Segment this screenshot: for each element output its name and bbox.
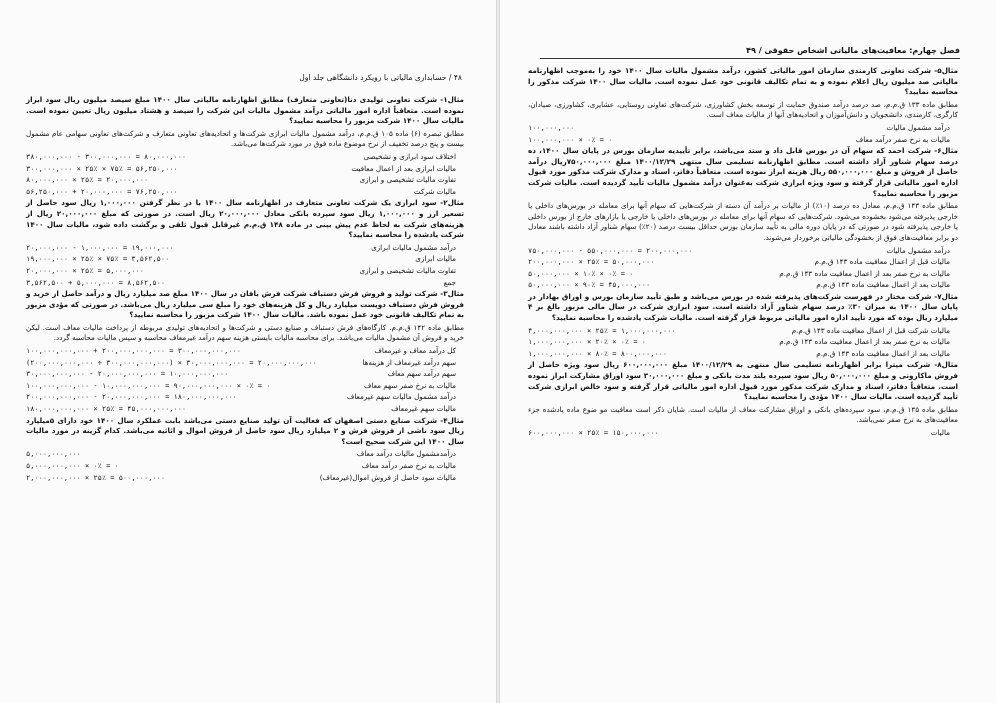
calc-row: تفاوت مالیات تشخیصی و ابرازی ۲۰,۰۰۰,۰۰۰ × ۲۵٪ = ۵,۰۰۰,۰۰۰ — [26, 265, 456, 275]
calc-row: سهم درآمد سهم معاف ۳۰,۰۰۰,۰۰۰,۰۰۰ - ۲۰,۰۰۰,۰۰۰,۰۰۰ = ۱۰,۰۰۰,۰۰۰,۰۰۰ — [26, 369, 456, 379]
calc-row: مالیات بعد از اعمال معافیت ماده ۱۴۳ ق.م.م ۱,۰۰۰,۰۰۰,۰۰۰ × ۸۰٪ = ۸۰۰,۰۰۰,۰۰۰ — [528, 348, 950, 358]
calc-row: اختلاف سود ابرازی و تشخیصی ۳۸۰,۰۰۰,۰۰۰ - ۳۰۰,۰۰۰,۰۰۰ = ۸۰,۰۰۰,۰۰۰ — [26, 151, 456, 161]
calc-row: مالیات سود حاصل از فروش اموال(غیرمعاف) ۲,۰۰۰,۰۰۰,۰۰۰ × ۲۵٪ = ۵۰۰,۰۰۰,۰۰۰ — [26, 472, 456, 482]
calc-row: مالیات به نرخ صفر سهم معاف ۱۰۰,۰۰۰,۰۰۰,۰۰۰ - ۱۰,۰۰۰,۰۰۰,۰۰۰ = ۹۰,۰۰۰,۰۰۰,۰۰۰ × ۰٪ = ۰ — [26, 380, 456, 390]
example-3-title: مثال۳- شرکت تولید و فروش فرش دستباف شرکت فرش بافان در سال ۱۴۰۰ مبلغ صد میلیارد ریال و درآمد حاصل از خرید و فروش فرش دستباف دویست میلیارد ریال و کل هزینه‌های خود را مبلغ سی میلیارد ریال می‌باشد. در صورتی که مؤدی مزبور به تمام تکالیف قانونی خود عمل نموده باشد. مالیات سال ۱۴۰۰ شرکت مزبور را محاسبه نمایید؟ — [26, 289, 464, 320]
calc-row: درآمد مشمول مالیات ۷۵۰,۰۰۰,۰۰۰ - ۵۵۰,۰۰۰,۰۰۰ = ۲۰۰,۰۰۰,۰۰۰ — [528, 245, 950, 255]
calc-row: کل درآمد معاف و غیرمعاف ۱۰۰,۰۰۰,۰۰۰,۰۰۰ + ۲۰۰,۰۰۰,۰۰۰,۰۰۰ = ۳۰۰,۰۰۰,۰۰۰,۰۰۰ — [26, 346, 456, 356]
calc-row: مالیات به نرخ صفر درآمد معاف ۵,۰۰۰,۰۰۰,۰۰۰ × ۰٪ = ۰ — [26, 461, 456, 470]
calc-row: جمع ۳,۵۶۲,۵۰۰ + ۵,۰۰۰,۰۰۰ = ۸,۵۶۲,۵۰۰ — [26, 277, 456, 287]
left-page — [0, 0, 497, 703]
example-6-title: مثال۶- شرکت احمد که سهام آن در بورس قابل داد و ستد می‌باشد، برابر تأییدیه سازمان بورس در پایان سال ۱۴۰۰، ده درصد سهام شناور آزاد داشته است. مطابق اظهارنامه تسلیمی سال منتهی ۱۴۰۰/۱۲/۲۹ مبلغ ۷۵۰,۰۰۰,۰۰۰ریال درآمد حاصل از فروش و مبلغ ۵۵۰,۰۰۰,۰۰۰ ریال هزینه ابراز نموده است. متعاقباً دفاتر، اسناد و مدارک شرکت مذکور مورد قبول اداره امور مالیاتی قرار گرفته و سود ویژه ابرازی شرکت به‌عنوان درآمد مشمول مالیات تأیید گردیده است. مالیات شرکت مزبور را محاسبه نمایید؟ — [528, 146, 959, 198]
example-2-title: مثال۲- سود ابرازی یک شرکت تعاونی متعارف در اظهارنامه سال ۱۴۰۰ با در نظر گرفتن ۱,۰۰۰,۰۰۰ ریال سود حاصل از تسعیر ارز و ۱,۰۰۰,۰۰۰ ریال سود سپرده بانکی معادل ۲۰,۰۰۰,۰۰۰ ریال است. در صورتی که مبلغ ۲۰,۰۰۰,۰۰۰ ریال از هزینه‌های شرکت به لحاظ عدم پیش بینی در ماده ۱۴۸ ق.م.م غیرقابل قبول تلقی و برگشت داده شود، مالیات سال ۱۴۰۰ شرکت یادشده را محاسبه نمایید؟ — [26, 198, 465, 240]
calc-row: مالیات ۶۰۰,۰۰۰,۰۰۰ × ۲۵٪ = ۱۵۰,۰۰۰,۰۰۰ — [528, 428, 950, 437]
example-8-text: مطابق ماده ۱۴۵ ق.م.م، سود سپرده‌های بانکی و اوراق مشارکت معاف از مالیات است. شایان ذکر است معافیت مو ضوع ماده یادشده جزء معافیت‌های به نرخ صفر نمی‌باشد. — [528, 404, 958, 425]
example-5-text: مطابق ماده ۱۳۳ ق.م.م، صد درصد درآمد صندوق حمایت از توسعه بخش کشاورزی، شرکت‌های تعاونی روستایی، عشایری، کشاورزی، صیادان، کارگری، کارمندی، دانشجویان و دانش‌آموزان و اتحادیه‌های آنها از مالیات معاف است. — [528, 99, 958, 120]
example-1-title: مثال۱- شرکت تعاونی تولیدی دنا(تعاونی متعارف) مطابق اظهارنامه مالیاتی سال ۱۴۰۰ مبلغ سیصد میلیون ریال سود ابراز نموده است. متعاقباً اداره امور مالیاتی درآمد مشمول مالیات این شرکت را سیصد و هشتاد میلیون ریال تعیین نموده است. مالیات سال ۱۴۰۰ شرکت مزبور را محاسبه نمایید؟ — [26, 95, 464, 126]
calc-row: درآمد مشمول مالیات ۱۰۰,۰۰۰,۰۰۰ — [528, 122, 950, 132]
calc-row: مالیات شرکت ۵۶,۲۵۰,۰۰۰ + ۲۰,۰۰۰,۰۰۰ = ۷۶,۲۵۰,۰۰۰ — [26, 186, 456, 196]
left-page-header: ۴۸ / حسابداری مالیاتی با رویکرد دانشگاهی جلد اول — [299, 73, 462, 82]
example-6-text: مطابق ماده ۱۴۳ ق.م.م، معادل ده درصد (۱۰٪) از مالیات بر درآمد آن دسته از شرکت‌هایی که سهام آنها برای معامله در بورس‌های داخلی یا خارجی پذیرفته می‌شود بخشوده می‌شود. شرکت‌هایی که سهام آنها برای معامله در بورس‌های داخلی یا خارجی یا بازارهای خارج از بورس داخلی یا خارجی پذیرفته شود در صورتی که در پایان دوره مالی به تأیید سازمان بورس حداقل بیست درصد (۲۰٪) سهام شناور آزاد داشته باشند معادل دو برابر معافیت‌های فوق از بخشودگی مالیاتی برخوردار می‌شوند. — [528, 201, 958, 242]
calc-row: درآمد مشمول مالیات سهم غیرمعاف ۲۰۰,۰۰۰,۰۰۰,۰۰۰ - ۲۰,۰۰۰,۰۰۰,۰۰۰ = ۱۸۰,۰۰۰,۰۰۰,۰۰۰ — [26, 392, 456, 402]
example-5-title: مثال۵- شرکت تعاونی کارمندی سازمان امور مالیاتی کشور، درآمد مشمول مالیات سال ۱۴۰۰ خود را به‌موجب اظهارنامه مالیاتی صد میلیون ریال اعلام نموده و به تمام تکالیف قانونی خود عمل نموده است. مالیات سال ۱۴۰۰ شرکت مذکور را محاسبه نمایید؟ — [528, 66, 959, 97]
left-page-content — [26, 95, 464, 484]
right-page — [499, 0, 996, 703]
example-3-text: مطابق ماده ۱۴۲ ق.م.م. کارگاه‌های فرش دستباف و صنایع دستی و شرکت‌ها و اتحادیه‌های تولیدی مربوطه از پرداخت مالیات معاف است. لیکن خرید و فروش آن مشمول مالیات می‌باشد. برای محاسبه مالیات بایستی هزینه سهم درآمد غیرمعاف محاسبه و سپس مالیات محاسبه گردد. — [26, 322, 464, 343]
calc-row: مالیات ابرازی بعد از اعمال معافیت ۳۰۰,۰۰۰,۰۰۰ × ۲۵٪ × ۷۵٪ = ۵۶,۲۵۰,۰۰۰ — [26, 163, 456, 173]
calc-row: مالیات به نرخ صفر درآمد معاف ۱۰۰,۰۰۰,۰۰۰ × ۰٪ = ۰ — [528, 134, 950, 144]
calc-row: مالیات بعد از اعمال معافیت ماده ۱۴۳ ق.م.م ۵۰,۰۰۰,۰۰۰ × ۹۰٪ = ۴۵,۰۰۰,۰۰۰ — [528, 280, 950, 290]
right-page-content — [528, 66, 958, 440]
example-7-title: مثال۷- شرکت مختار در فهرست شرکت‌های پذیرفته شده در بورس می‌باشد و طبق تأیید سازمان بورس و اوراق بهادار در پایان سال ۱۴۰۰ به میزان ۳۰٪ درصد سهام شناور آزاد داشته است. سود ابرازی شرکت در سال مالی مزبور بالغ بر ۴ میلیارد ریال بوده که مورد تأیید اداره امور مالیاتی مربوط قرار گرفته است. مالیات شرکت یادشده را محاسبه نمایید؟ — [528, 291, 958, 323]
calc-row: مالیات به نرخ صفر بعد از اعمال معافیت ماده ۱۴۳ ق.م.م ۵۰,۰۰۰,۰۰۰ × ۱۰٪ × ۰٪ = ۰ — [528, 268, 950, 278]
calc-row: سهم درآمد غیرمعاف از هزینه‌ها (۲۰۰,۰۰۰,۰۰۰,۰۰۰ ÷ ۳۰۰,۰۰۰,۰۰۰,۰۰۰) × ۳۰,۰۰۰,۰۰۰,۰۰۰ = ۲۰,۰۰۰,۰۰۰,۰۰۰ — [26, 357, 456, 367]
calc-row: مالیات سهم غیرمعاف ۱۸۰,۰۰۰,۰۰۰,۰۰۰ × ۲۵٪ = ۴۵,۰۰۰,۰۰۰,۰۰۰ — [26, 404, 456, 414]
calc-row: مالیات شرکت قبل از اعمال معافیت ماده ۱۴۳ ق.م.م ۴,۰۰۰,۰۰۰,۰۰۰ × ۲۵٪ = ۱,۰۰۰,۰۰۰,۰۰۰ — [528, 325, 950, 335]
example-8-title: مثال۸- شرکت میترا برابر اظهارنامه تسلیمی سال منتهی به ۱۴۰۰/۱۲/۲۹ مبلغ ۶۰۰,۰۰۰,۰۰۰ ریال سود ویژه حاصل از فروش ماکارونی و مبلغ ۵۰,۰۰۰,۰۰۰ ریال سود سپرده بلند مدت بانکی و مبلغ ۳۰,۰۰۰,۰۰۰ سود اوراق مشارکت ابراز نموده است. متعاقباً دفاتر، اسناد و مدارک شرکت مذکور مورد قبول اداره امور مالیاتی قرار گرفته و سود خالص ابرازی شرکت تأیید گردیده است. مالیات سال ۱۴۰۰ مؤدی را محاسبه نمایید؟ — [528, 360, 958, 402]
right-page-header: فصل چهارم: معافیت‌های مالیاتی اشخاص حقوقی / ۴۹ — [746, 46, 960, 55]
calc-row: تفاوت مالیات تشخیصی و ابرازی ۸۰,۰۰۰,۰۰۰ × ۲۵٪ = ۲۰,۰۰۰,۰۰۰ — [26, 175, 456, 185]
example-1-text: مطابق تبصره (۶) ماده ۱۰۵ ق.م.م، درآمد مشمول مالیات ابرازی شرکت‌ها و اتحادیه‌های تعاونی متعارف و شرکت‌های تعاونی سهامی عام مشمول بیست و پنج درصد تخفیف از نرخ موضوع ماده فوق در مورد شرکت‌ها می‌باشد. — [26, 128, 464, 149]
calc-row: درآمدمشمول مالیات درآمد معاف ۵,۰۰۰,۰۰۰,۰۰۰ — [26, 449, 456, 459]
header-divider — [540, 58, 960, 59]
calc-row: مالیات قبل از اعمال معافیت ماده ۱۴۳ ق.م.م ۲۰۰,۰۰۰,۰۰۰ × ۲۵٪ = ۵۰,۰۰۰,۰۰۰ — [528, 257, 950, 267]
calc-row: مالیات به نرخ صفر بعد از اعمال معافیت ماده ۱۴۳ ق.م.م ۱,۰۰۰,۰۰۰,۰۰۰ × ۲۰٪ × ۰٪ = ۰ — [528, 337, 950, 347]
calc-row: درآمد مشمول مالیات ابرازی ۲۰,۰۰۰,۰۰۰ - ۱,۰۰۰,۰۰۰ = ۱۹,۰۰۰,۰۰۰ — [26, 242, 456, 252]
calc-row: مالیات ابرازی ۱۹,۰۰۰,۰۰۰ × ۲۵٪ × ۷۵٪ = ۳,۵۶۲,۵۰۰ — [26, 254, 456, 264]
example-4-title: مثال۴- شرکت صنایع دستی اصفهان که فعالیت آن تولید صنایع دستی می‌باشد بابت عملکرد سال ۱۴۰۰ خود دارای ۵میلیارد ریال سود ناشی از فروش فرش و ۲ میلیارد ریال سود حاصل از فروش اموال و اثاثیه می‌باشد. کدام گزینه در مورد مالیات سال ۱۴۰۰ این شرکت صحیح است؟ — [26, 415, 465, 446]
